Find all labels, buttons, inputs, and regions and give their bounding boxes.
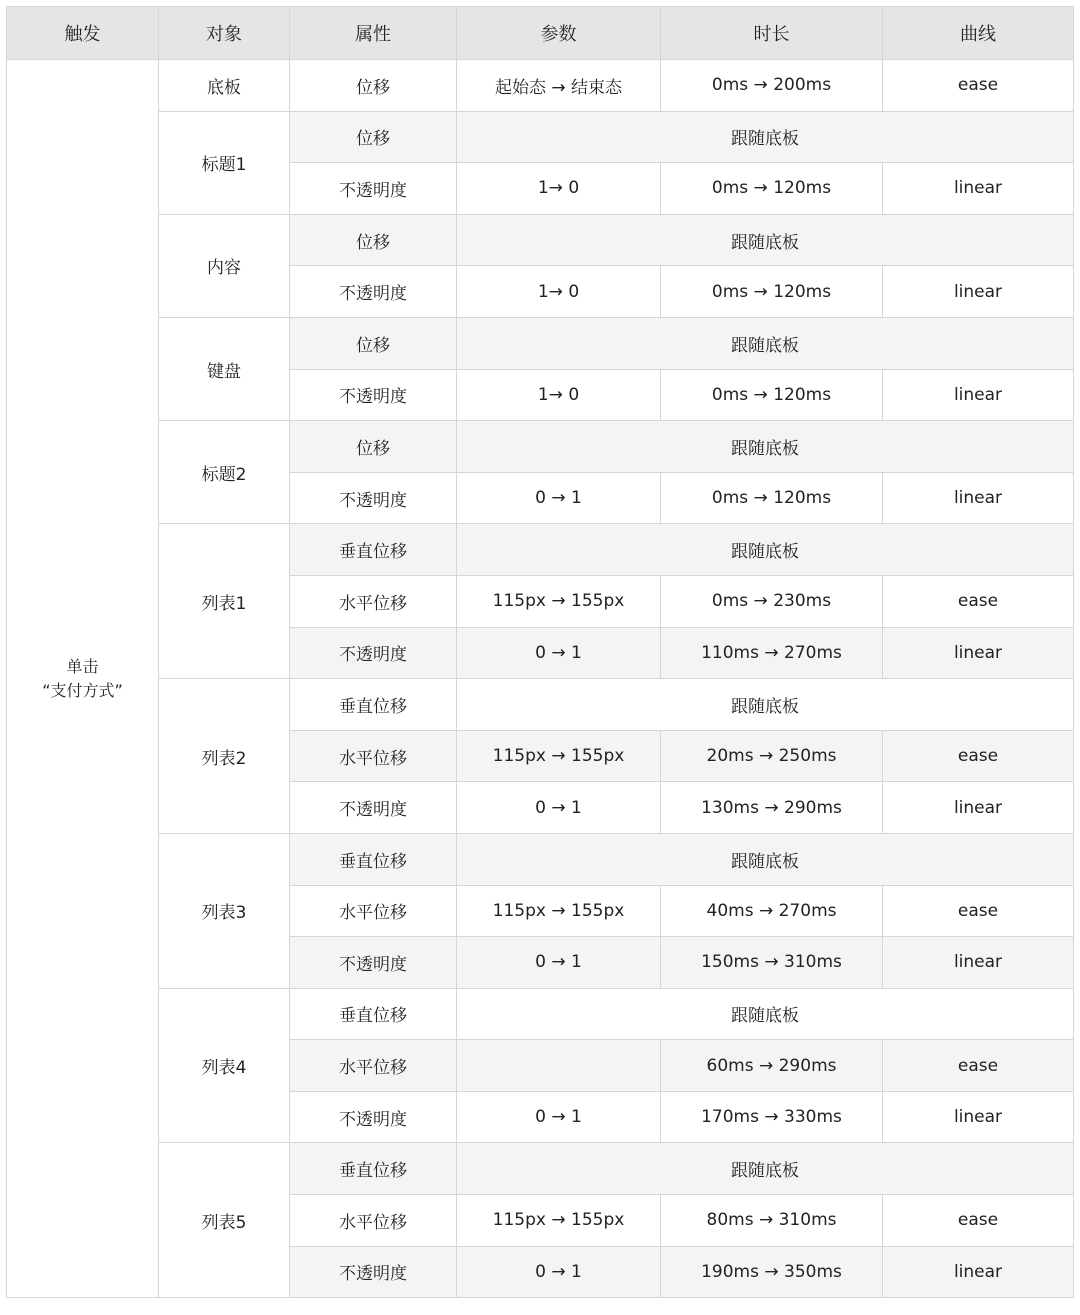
property-cell: 垂直位移 [290, 524, 457, 576]
follow-cell: 跟随底板 [457, 111, 1074, 163]
parameter-cell: 115px → 155px [457, 730, 661, 782]
duration-cell: 60ms → 290ms [661, 1040, 883, 1092]
curve-cell: ease [883, 1195, 1074, 1247]
duration-cell: 0ms → 200ms [661, 60, 883, 112]
header-duration: 时长 [661, 7, 883, 60]
curve-cell: ease [883, 1040, 1074, 1092]
curve-cell: linear [883, 627, 1074, 679]
curve-cell: linear [883, 1091, 1074, 1143]
animation-spec-table-wrapper [6, 6, 1074, 1298]
property-cell: 位移 [290, 421, 457, 473]
object-cell: 列表5 [159, 1143, 290, 1298]
duration-cell: 0ms → 120ms [661, 369, 883, 421]
follow-cell: 跟随底板 [457, 214, 1074, 266]
table-row [7, 988, 1074, 1040]
curve-cell: ease [883, 575, 1074, 627]
follow-cell: 跟随底板 [457, 988, 1074, 1040]
parameter-cell: 1→ 0 [457, 266, 661, 318]
property-cell: 位移 [290, 214, 457, 266]
property-cell: 水平位移 [290, 730, 457, 782]
property-cell: 不透明度 [290, 937, 457, 989]
object-cell: 标题1 [159, 111, 290, 214]
duration-cell: 170ms → 330ms [661, 1091, 883, 1143]
table-row [7, 214, 1074, 266]
property-cell: 位移 [290, 111, 457, 163]
object-cell: 内容 [159, 214, 290, 317]
duration-cell: 80ms → 310ms [661, 1195, 883, 1247]
trigger-text: 单击 [66, 656, 99, 676]
parameter-cell: 0 → 1 [457, 937, 661, 989]
parameter-cell: 0 → 1 [457, 1091, 661, 1143]
property-cell: 水平位移 [290, 1195, 457, 1247]
table-row [7, 833, 1074, 885]
parameter-cell: 1→ 0 [457, 163, 661, 215]
parameter-cell [457, 1040, 661, 1092]
curve-cell: ease [883, 60, 1074, 112]
curve-cell: linear [883, 782, 1074, 834]
property-cell: 不透明度 [290, 472, 457, 524]
follow-cell: 跟随底板 [457, 833, 1074, 885]
header-property: 属性 [290, 7, 457, 60]
header-parameter: 参数 [457, 7, 661, 60]
property-cell: 水平位移 [290, 1040, 457, 1092]
parameter-cell: 115px → 155px [457, 575, 661, 627]
property-cell: 不透明度 [290, 782, 457, 834]
follow-cell: 跟随底板 [457, 524, 1074, 576]
object-cell: 列表2 [159, 679, 290, 834]
property-cell: 垂直位移 [290, 679, 457, 731]
curve-cell: ease [883, 730, 1074, 782]
property-cell: 垂直位移 [290, 1143, 457, 1195]
parameter-cell: 115px → 155px [457, 1195, 661, 1247]
property-cell: 位移 [290, 317, 457, 369]
curve-cell: linear [883, 937, 1074, 989]
table-row [7, 679, 1074, 731]
follow-cell: 跟随底板 [457, 1143, 1074, 1195]
trigger-text: “支付方式” [42, 680, 123, 700]
table-body [7, 60, 1074, 1298]
trigger-cell [7, 60, 159, 1298]
property-cell: 垂直位移 [290, 988, 457, 1040]
property-cell: 不透明度 [290, 1091, 457, 1143]
property-cell: 水平位移 [290, 575, 457, 627]
parameter-cell: 0 → 1 [457, 627, 661, 679]
duration-cell: 20ms → 250ms [661, 730, 883, 782]
follow-cell: 跟随底板 [457, 317, 1074, 369]
table-row [7, 421, 1074, 473]
table-header [7, 7, 1074, 60]
curve-cell: linear [883, 163, 1074, 215]
curve-cell: ease [883, 885, 1074, 937]
table-row [7, 524, 1074, 576]
parameter-cell: 0 → 1 [457, 782, 661, 834]
duration-cell: 40ms → 270ms [661, 885, 883, 937]
duration-cell: 0ms → 230ms [661, 575, 883, 627]
table-row [7, 111, 1074, 163]
header-object: 对象 [159, 7, 290, 60]
duration-cell: 190ms → 350ms [661, 1246, 883, 1298]
animation-spec-table [6, 6, 1074, 1298]
property-cell: 水平位移 [290, 885, 457, 937]
object-cell: 键盘 [159, 317, 290, 420]
follow-cell: 跟随底板 [457, 421, 1074, 473]
property-cell: 位移 [290, 60, 457, 112]
property-cell: 不透明度 [290, 1246, 457, 1298]
parameter-cell: 0 → 1 [457, 1246, 661, 1298]
object-cell: 列表3 [159, 833, 290, 988]
curve-cell: linear [883, 472, 1074, 524]
property-cell: 垂直位移 [290, 833, 457, 885]
duration-cell: 0ms → 120ms [661, 472, 883, 524]
property-cell: 不透明度 [290, 369, 457, 421]
curve-cell: linear [883, 1246, 1074, 1298]
curve-cell: linear [883, 369, 1074, 421]
table-row [7, 1143, 1074, 1195]
parameter-cell: 115px → 155px [457, 885, 661, 937]
duration-cell: 110ms → 270ms [661, 627, 883, 679]
duration-cell: 0ms → 120ms [661, 163, 883, 215]
object-cell: 底板 [159, 60, 290, 112]
parameter-cell: 1→ 0 [457, 369, 661, 421]
object-cell: 列表4 [159, 988, 290, 1143]
property-cell: 不透明度 [290, 163, 457, 215]
follow-cell: 跟随底板 [457, 679, 1074, 731]
object-cell: 标题2 [159, 421, 290, 524]
curve-cell: linear [883, 266, 1074, 318]
parameter-cell: 起始态 → 结束态 [457, 60, 661, 112]
duration-cell: 150ms → 310ms [661, 937, 883, 989]
property-cell: 不透明度 [290, 627, 457, 679]
header-trigger: 触发 [7, 7, 159, 60]
object-cell: 列表1 [159, 524, 290, 679]
duration-cell: 130ms → 290ms [661, 782, 883, 834]
property-cell: 不透明度 [290, 266, 457, 318]
parameter-cell: 0 → 1 [457, 472, 661, 524]
table-row [7, 317, 1074, 369]
header-curve: 曲线 [883, 7, 1074, 60]
duration-cell: 0ms → 120ms [661, 266, 883, 318]
table-row [7, 60, 1074, 112]
